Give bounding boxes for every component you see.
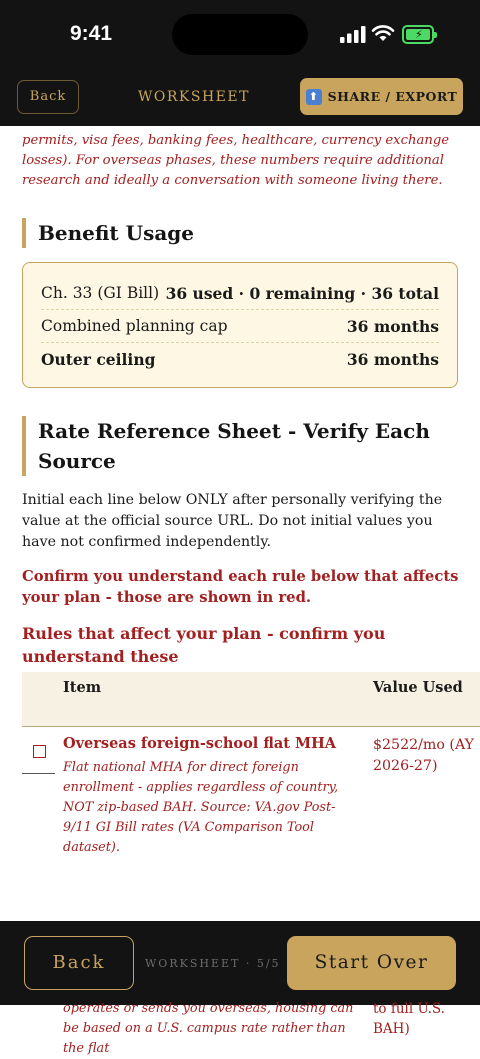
app-header bbox=[0, 70, 480, 126]
start-over-button[interactable]: Start Over bbox=[287, 936, 456, 990]
benefit-row-label: Outer ceiling bbox=[41, 350, 156, 369]
worksheet-content[interactable] bbox=[0, 126, 480, 921]
header-back-button[interactable]: Back bbox=[17, 80, 79, 114]
app-footer bbox=[0, 921, 480, 1005]
footer-back-button[interactable]: Back bbox=[24, 936, 134, 990]
benefit-row-value: 36 months bbox=[346, 350, 439, 369]
confirm-rules-note: Confirm you understand each rule below that affects your plan - those are shown in red. bbox=[22, 568, 459, 606]
share-export-button[interactable] bbox=[300, 78, 463, 115]
overseas-cost-note: permits, visa fees, banking fees, healthcare, currency exchange losses). For overseas phases, these numbers require additional research and ideally a conversation with someone living there. bbox=[22, 133, 450, 188]
benefit-row-ch33 bbox=[41, 277, 439, 310]
benefit-usage-heading: Benefit Usage bbox=[22, 218, 194, 248]
battery-icon: ⚡ bbox=[402, 25, 434, 44]
benefit-row-label: Combined planning cap bbox=[41, 317, 228, 335]
wifi-icon bbox=[371, 24, 395, 42]
rule-title: Overseas foreign-school flat MHA bbox=[63, 735, 337, 752]
confirm-checkbox[interactable] bbox=[33, 745, 46, 758]
benefit-row-outer-ceiling bbox=[41, 343, 439, 376]
share-export-label: SHARE / EXPORT bbox=[327, 89, 458, 104]
status-bar bbox=[0, 0, 480, 70]
dynamic-island bbox=[172, 14, 308, 55]
benefit-usage-card bbox=[22, 262, 458, 388]
worksheet-progress: WORKSHEET · 5/5 bbox=[145, 957, 281, 970]
rules-affecting-plan-heading: Rules that affect your plan - confirm you understand these bbox=[22, 624, 386, 666]
rule-value-partial: to full U.S. BAH) bbox=[373, 1001, 445, 1037]
benefit-row-value: 36 used · 0 remaining · 36 total bbox=[165, 283, 439, 303]
benefit-row-combined-cap bbox=[41, 310, 439, 343]
status-time: 9:41 bbox=[70, 22, 113, 45]
rate-reference-instructions: Initial each line below ONLY after personally verifying the value at the official source URL. Do not initial values you have not confirmed independently. bbox=[22, 492, 443, 550]
rule-description: Flat national MHA for direct foreign enrollment - applies regardless of country, NOT zip-based BAH. Source: VA.gov Post-9/11 GI Bill rates (VA Comparison Tool dataset). bbox=[63, 760, 339, 855]
header-title: WORKSHEET bbox=[138, 89, 250, 105]
share-up-arrow-icon: ⬆ bbox=[306, 89, 322, 105]
benefit-row-label: Ch. 33 (GI Bill) bbox=[41, 284, 160, 302]
rule-description-partial: operates or sends you overseas, housing can be based on a U.S. campus rate rather than the flat bbox=[63, 1001, 354, 1056]
column-header-item: Item bbox=[63, 679, 102, 696]
cellular-signal-icon bbox=[340, 26, 366, 43]
column-header-value-used: Value Used bbox=[373, 679, 463, 696]
benefit-row-value: 36 months bbox=[346, 316, 439, 336]
initial-line[interactable] bbox=[22, 773, 55, 774]
rate-reference-heading: Rate Reference Sheet - Verify Each Source bbox=[22, 416, 442, 476]
content-overflow-peek bbox=[0, 1001, 480, 1056]
rate-table-header bbox=[22, 672, 480, 727]
rule-value-used: $2522/mo (AY 2026-27) bbox=[373, 737, 474, 774]
